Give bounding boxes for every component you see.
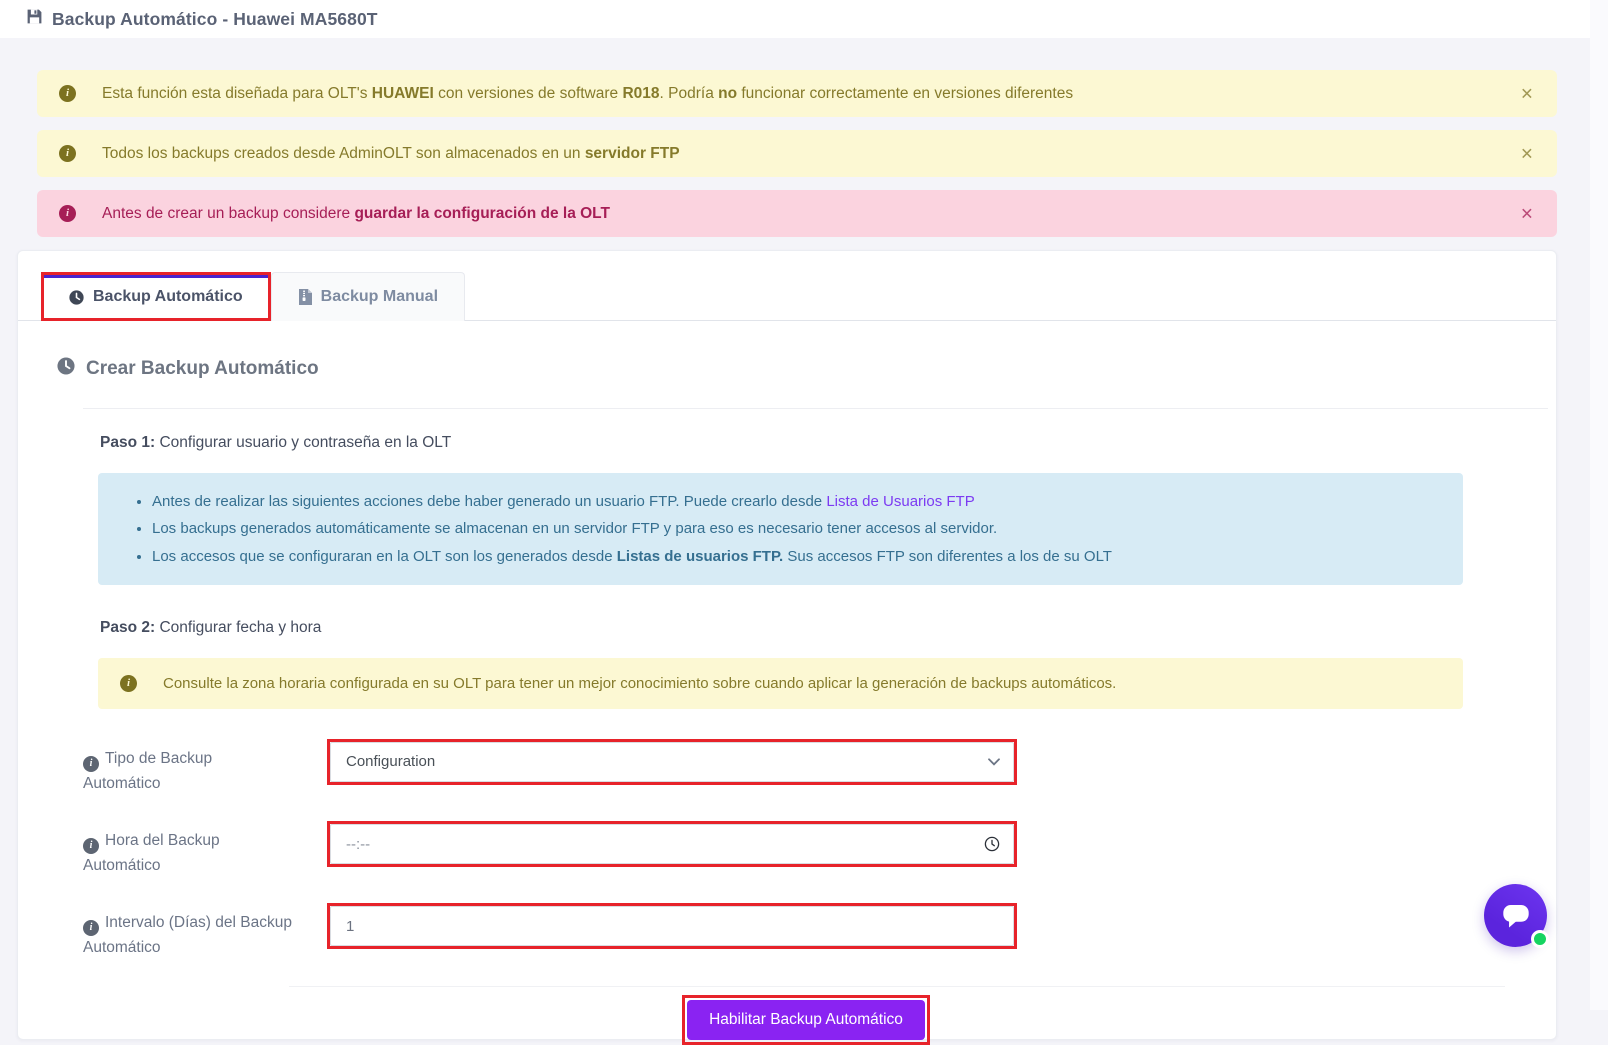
alerts-container: [0, 38, 1608, 237]
backup-interval-input[interactable]: [346, 918, 973, 935]
step-2-label: Paso 2: Configurar fecha y hora: [100, 618, 322, 636]
annotation-box-backup-time: [327, 821, 1017, 867]
page-header: [0, 0, 1608, 38]
alert-huawei-version: [37, 70, 1557, 117]
backup-type-selected-value: Configuration: [346, 753, 436, 771]
info-circle-icon: i: [59, 85, 76, 102]
section-title: Crear Backup Automático: [86, 358, 319, 379]
form-row-backup-time: [83, 821, 1529, 877]
backup-form: [83, 739, 1529, 1045]
clock-icon: [57, 357, 75, 381]
tab-backup-manual[interactable]: [271, 272, 465, 321]
ftp-info-item: • Antes de realizar las siguientes acciones debe haber generado un usuario FTP. Puede crearlo desde Lista de Usuarios FTP: [152, 490, 1441, 513]
clock-icon: [984, 836, 1000, 852]
save-icon: [26, 8, 43, 30]
section-heading: [57, 357, 1529, 381]
file-archive-icon: [298, 289, 312, 305]
online-status-dot: [1531, 930, 1549, 948]
annotation-box-submit: [682, 995, 930, 1045]
backup-type-select[interactable]: [330, 742, 1014, 782]
enable-auto-backup-button[interactable]: Habilitar Backup Automático: [687, 1000, 925, 1040]
tab-label: Backup Automático: [93, 288, 243, 305]
info-circle-icon: i: [59, 205, 76, 222]
info-circle-icon: i: [83, 838, 99, 854]
backup-interval-label: i Intervalo (Días) del Backup Automático: [83, 914, 292, 957]
alert-ftp-storage: [37, 130, 1557, 177]
ftp-info-item: • Los backups generados automáticamente se almacenan en un servidor FTP y para eso es necesario tener accesos al servidor.: [152, 517, 1441, 540]
chevron-down-icon: [988, 758, 1000, 766]
clock-icon: [69, 290, 84, 305]
form-row-backup-type: [83, 739, 1529, 795]
backup-type-label: i Tipo de Backup Automático: [83, 749, 213, 792]
ftp-users-link[interactable]: Lista de Usuarios FTP: [826, 493, 975, 510]
chat-widget-button[interactable]: [1484, 884, 1547, 947]
close-icon[interactable]: ×: [1520, 142, 1533, 165]
ftp-info-item: • Los accesos que se configuraran en la OLT son los generados desde Listas de usuarios FTP. Sus accesos FTP son diferentes a los de su OLT: [152, 545, 1441, 568]
info-circle-icon: i: [59, 145, 76, 162]
page-title: Backup Automático - Huawei MA5680T: [52, 8, 378, 29]
tab-bar: [18, 251, 1556, 321]
close-icon[interactable]: ×: [1520, 82, 1533, 105]
timezone-note-text: Consulte la zona horaria configurada en su OLT para tener un mejor conocimiento sobre cuando aplicar la generación de backups automáticos.: [163, 674, 1117, 692]
annotation-box-backup-type: [327, 739, 1017, 785]
divider: [289, 986, 1505, 987]
annotation-box-active-tab: [41, 272, 271, 321]
backup-card: [17, 250, 1557, 1040]
alert-text: Todos los backups creados desde AdminOLT son almacenados en un servidor FTP: [102, 144, 680, 162]
info-circle-icon: i: [83, 920, 99, 936]
timezone-note: [98, 658, 1463, 709]
backup-interval-field: [330, 906, 1014, 946]
backup-time-value: --:--: [346, 835, 371, 853]
form-row-backup-interval: [83, 903, 1529, 959]
close-icon[interactable]: ×: [1520, 202, 1533, 225]
info-circle-icon: i: [120, 675, 137, 692]
alert-save-config: [37, 190, 1557, 237]
submit-row: [83, 995, 1529, 1045]
ftp-info-box: [98, 473, 1463, 585]
backup-time-input[interactable]: [330, 824, 1014, 864]
annotation-box-backup-interval: [327, 903, 1017, 949]
alert-text: Antes de crear un backup considere guardar la configuración de la OLT: [102, 204, 610, 222]
tab-content: [18, 321, 1556, 1045]
divider: [83, 408, 1548, 409]
chat-bubble-icon: [1501, 903, 1531, 929]
page-right-gutter: [1590, 0, 1608, 1010]
backup-time-label: i Hora del Backup Automático: [83, 832, 220, 874]
tab-label: Backup Manual: [320, 288, 439, 305]
step-1-label: Paso 1: Configurar usuario y contraseña en la OLT: [100, 434, 452, 451]
alert-text: Esta función esta diseñada para OLT's HUAWEI con versiones de software R018. Podría no funcionar correctamente en versiones diferentes: [102, 84, 1074, 102]
tab-backup-automatico[interactable]: [44, 275, 268, 318]
info-circle-icon: i: [83, 756, 99, 772]
